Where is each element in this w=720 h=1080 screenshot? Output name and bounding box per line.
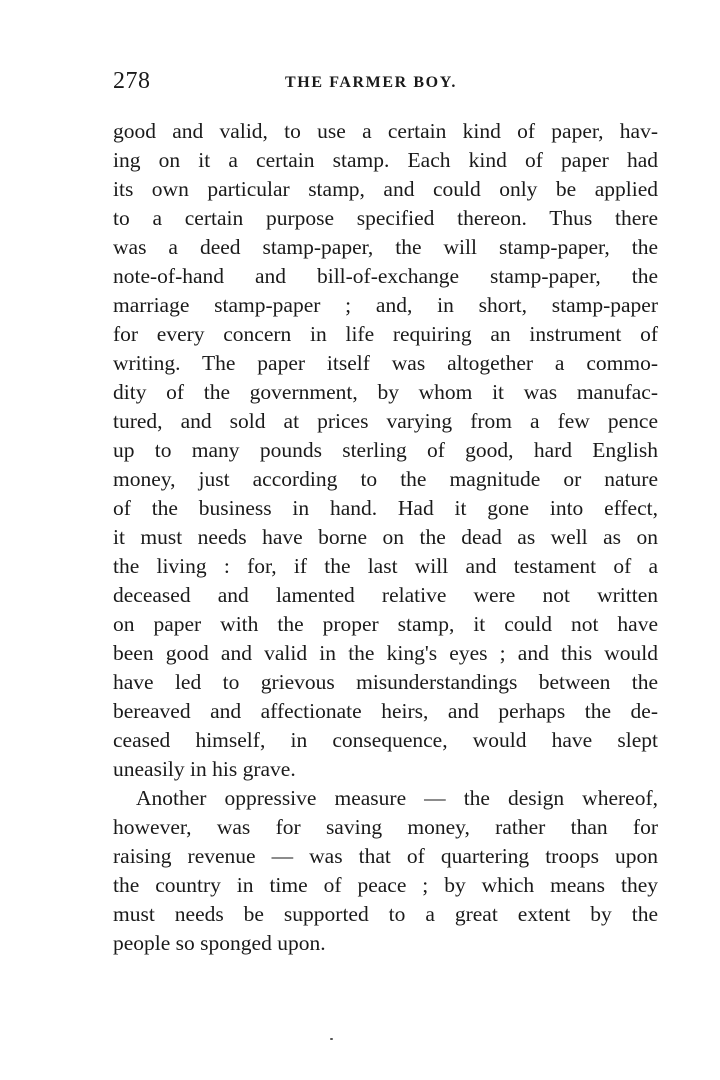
- text-line: marriage stamp-paper ; and, in short, stamp-paper: [113, 293, 658, 317]
- text-line: on paper with the proper stamp, it could not have: [113, 612, 658, 636]
- text-line: writing. The paper itself was altogether a commo-: [113, 351, 658, 375]
- text-line: uneasily in his grave.: [113, 757, 296, 781]
- text-line: the country in time of peace ; by which means they: [113, 873, 658, 897]
- print-speck: [330, 1038, 333, 1040]
- text-line: deceased and lamented relative were not written: [113, 583, 658, 607]
- text-line: tured, and sold at prices varying from a few pence: [113, 409, 658, 433]
- text-line: ceased himself, in consequence, would have slept: [113, 728, 658, 752]
- body-text: [113, 117, 658, 958]
- text-line: bereaved and affectionate heirs, and perhaps the de-: [113, 699, 658, 723]
- text-line: dity of the government, by whom it was manufac-: [113, 380, 658, 404]
- running-head: [113, 68, 658, 100]
- text-line: must needs be supported to a great extent by the: [113, 902, 658, 926]
- paragraph-2: [113, 784, 658, 958]
- text-line: good and valid, to use a certain kind of paper, hav-: [113, 119, 658, 143]
- text-line: note-of-hand and bill-of-exchange stamp-paper, the: [113, 264, 658, 288]
- text-line: for every concern in life requiring an instrument of: [113, 322, 658, 346]
- text-line: its own particular stamp, and could only be applied: [113, 177, 658, 201]
- paragraph-1: [113, 117, 658, 784]
- text-line: ing on it a certain stamp. Each kind of paper had: [113, 148, 658, 172]
- text-line: was a deed stamp-paper, the will stamp-paper, the: [113, 235, 658, 259]
- text-line: of the business in hand. Had it gone into effect,: [113, 496, 658, 520]
- page-number: 278: [113, 68, 151, 94]
- text-line: however, was for saving money, rather than for: [113, 815, 658, 839]
- running-title: THE FARMER BOY.: [285, 74, 458, 91]
- text-line: it must needs have borne on the dead as well as on: [113, 525, 658, 549]
- text-line: raising revenue — was that of quartering troops upon: [113, 844, 658, 868]
- text-line: money, just according to the magnitude or nature: [113, 467, 658, 491]
- text-line: have led to grievous misunderstandings between the: [113, 670, 658, 694]
- text-line: the living : for, if the last will and testament of a: [113, 554, 658, 578]
- text-line: up to many pounds sterling of good, hard English: [113, 438, 658, 462]
- text-line: to a certain purpose specified thereon. Thus there: [113, 206, 658, 230]
- text-line: been good and valid in the king's eyes ; and this would: [113, 641, 658, 665]
- text-line: people so sponged upon.: [113, 931, 326, 955]
- text-line: Another oppressive measure — the design whereof,: [136, 786, 658, 810]
